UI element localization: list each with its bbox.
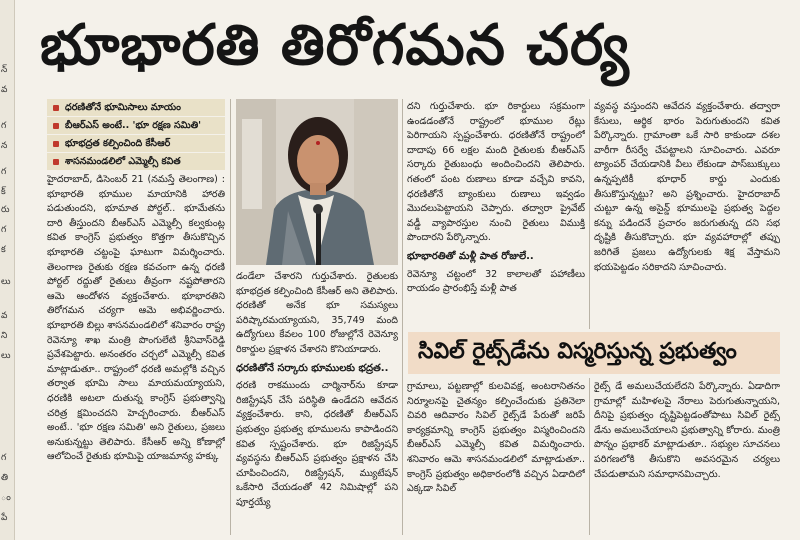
article-paragraph: గ్రామాలు, పట్టణాల్లో కులవివక్ష, అంటరానితనం నిర్మూలనపై చైతన్యం కల్పించేందుకు ప్రతినెలా చివరి ఆదివారం సివిల్ రైట్స్‌డే పేరుతో జరిపే కార్యక్రమాన్ని కాంగ్రెస్ ప్రభుత్వం విస్మరించిందని బీఆర్ఎస్ ఎమ్మెల్సీ కవిత విమర్శించారు. శనివారం ఆమె శాసనమండలిలో మాట్లాడుతూ.. కాంగ్రెస్ ప్రభుత్వం అధికారంలోకి వచ్చిన ఏడాదిలో ఎక్కడా సివిల్ bbox=[407, 381, 585, 495]
article-column-4 bbox=[594, 100, 780, 328]
sidebar-story-column-2 bbox=[594, 380, 780, 535]
adjacent-page-edge bbox=[0, 0, 15, 540]
edge-fragment: పే bbox=[1, 513, 8, 523]
edge-fragment: లు bbox=[1, 351, 11, 361]
article-paragraph: హైదరాబాద్, డిసెంబర్ 21 (నమస్తే తెలంగాణ) : భూభారతి భూముల మాయానికి హారతి పడుతుందని, భూమాత పోర్టల్.. భూమేతను దారి తీస్తుందని బీఆర్ఎస్ ఎమ్మెల్సీ కల్వకుంట్ల కవిత కాంగ్రెస్ ప్రభుత్వం కొత్తగా తీసుకొచ్చిన భూభారతి చట్టంపై ఘాటుగా విమర్శించారు. తెలంగాణ రైతుకు రక్షణ కవచంగా ఉన్న ధరణి పోర్టల్ రద్దుతో రైతులు తీవ్రంగా నష్టపోతారని ఆమె ఆందోళన వ్యక్తంచేశారు. భూభారతిని తిరోగమన చర్యగా ఆమె అభివర్ణించారు. భూభారతి బిల్లు శాసనమండలిలో శనివారం రాష్ట్ర రెవెన్యూ శాఖ మంత్రి పొంగులేటి శ్రీనివాస్‌రెడ్డి ప్రవేశపెట్టారు. అనంతరం చర్చలో ఎమ్మెల్సీ కవిత మాట్లాడుతూ.. రాష్ట్రంలో ధరణి అమల్లోకి వచ్చిన తర్వాత భూమి సాలు మాయమయ్యాయని, ధరణికి అటలా దుతున్న కాంగ్రెస్ ప్రభుత్వాన్ని చరిత్ర క్షమించదని హెచ్చరించారు. బీఆర్ఎస్ అంటే.. 'భూ రక్షణ సమితి' అని రైతులు, ప్రజలు అనుకున్నట్టు తెలిపారు. కేసీఆర్ అన్ని కోణాల్లో ఆలోచించే రైతుకు భూమిపై యాజమాన్య హక్కు bbox=[47, 174, 225, 463]
column-divider bbox=[589, 378, 590, 535]
column-divider bbox=[230, 99, 231, 535]
article-paragraph: ధరణి రాకముందు చార్మినార్‌ను కూడా రిజిస్ట్రేషన్ చేసే పరిస్థితి ఉండేదని ఆవేదన వ్యక్తంచేశారు. కాని, ధరణితో బీఆర్ఎస్ ప్రభుత్వం ప్రభుత్వ భూములను కాపాడిందని కవిత స్పష్టంచేశారు. భూ రిజిస్ట్రేషన్ వ్యవస్థను బీఆర్ఎస్ ప్రభుత్వం ప్రక్షాళన చేసి చూపించిందని, రిజిస్ట్రేషన్, మ్యుటేషన్ ఒకేసారి చేయడంతో 42 నిమిషాల్లో పని పూర్తయ్యే bbox=[236, 380, 398, 508]
edge-fragment: తి bbox=[1, 473, 9, 483]
highlight-item: బీఆర్ఎస్ అంటే.. 'భూ రక్షణ సమితి' bbox=[47, 117, 225, 134]
edge-fragment: ని bbox=[1, 331, 8, 341]
highlight-item: ధరణితోనే భూమిసాలు మాయం bbox=[47, 99, 225, 116]
subheading: భూభారతితో మళ్లీ పాత రోజులే.. bbox=[407, 250, 534, 262]
edge-fragment: న్ bbox=[1, 65, 8, 75]
edge-fragment: గ bbox=[1, 167, 7, 177]
edge-fragment: గ bbox=[1, 225, 7, 235]
sidebar-story-title: సివిల్ రైట్స్‌డేను విస్మరిస్తున్న ప్రభుత్వం bbox=[418, 339, 737, 364]
article-column-3 bbox=[407, 100, 585, 328]
edge-fragment: గ bbox=[1, 121, 7, 131]
subheading: ధరణితోనే సర్కారు భూములకు భద్రత.. bbox=[236, 362, 389, 374]
highlights-box bbox=[47, 99, 225, 171]
headline: భూభారతి తిరోగమన చర్య bbox=[40, 13, 630, 78]
speaker-photo bbox=[236, 99, 398, 265]
edge-fragment: వ bbox=[1, 311, 8, 321]
column-divider bbox=[402, 99, 403, 535]
speaker-photo-graphic bbox=[236, 99, 398, 265]
article-paragraph: వ్యవస్థ వస్తుందని ఆవేదన వ్యక్తంచేశారు. తద్వారా కేసులు, ఆర్థిక భారం పెరుగుతుందని కవిత పేర్కొన్నారు. గ్రామాంతా ఒకే సారి కాకుండా దశల వారీగా రీసర్వే చేపట్టాలని సూచించారు. ఎవరూ ట్యాంపర్ చేయడానికి వీలు లేకుండా పాస్‌బుక్కులు ఉన్నప్పటికీ భూధార్ కార్డు ఎందుకు తీసుకొస్తున్నట్టు? అని ప్రశ్నించారు. హైదరాబాద్ చుట్టూ ఉన్న అసైన్డ్ భూములపై ప్రభుత్వ పెద్దల కన్ను పడిందనే ప్రచారం జరుగుతున్న దని సభ దృష్టికి తీసుకొచ్చారు. భూ వ్యవహారాల్లో తప్పు జరిగితే ప్రజలు ఉద్యోగులకు శిక్ష వేస్తామని భయపెట్టడం సరికాదని సూచించారు. bbox=[594, 101, 780, 273]
column-divider bbox=[589, 99, 590, 329]
article-paragraph: దని గుర్తుచేశారు. భూ రికార్డులు సక్రమంగా ఉండడంతోనే రాష్ట్రంలో భూముల రేట్లు పెరిగాయని స్పష్టంచేశారు. ధరణితోనే రాష్ట్రంలో దాదాపు 66 లక్షల మంది రైతులకు బీఆర్ఎస్ సర్కారు రైతుబంధు అందించిందని తెలిపారు. గతంలో పంట రుణాలు కూడా వచ్చేవి కావని, ధరణితోనే బ్యాంకులు రుణాలు ఇవ్వడం మొదలుపెట్టాయని చెప్పారు. తద్వారా ప్రైవేట్ వడ్డీ వ్యాపారస్తుల నుంచి రైతులు విముక్తి పొందారని పేర్కొన్నారు. bbox=[407, 101, 585, 244]
article-column-1 bbox=[47, 173, 225, 535]
edge-fragment: వ bbox=[1, 85, 8, 95]
edge-fragment: క bbox=[1, 245, 6, 255]
article-paragraph: రెవెన్యూ చట్టంలో 32 కాలాలతో పహాణీలు రాయడం ప్రారంభిస్తే మళ్లీ పాత bbox=[407, 268, 585, 295]
article-column-2 bbox=[236, 270, 398, 535]
article-paragraph: డండేలా చేశారని గుర్తుచేశారు. రైతులకు భూభద్రత కల్పించింది కేసీఆర్ అని తెలిపారు. ధరణితో అనేక భూ సమస్యలు పరిష్కారమయ్యాయని, 35,749 మంది ఉద్యోగులు కేవలం 100 రోజుల్లోనే రెవెన్యూ రికార్డుల ప్రక్షాళన చేశారని కొనియాడారు. bbox=[236, 271, 398, 355]
article-paragraph: రైట్స్ డే అమలుచేయలేదని పేర్కొన్నారు. ఏడాదిగా గ్రామాల్లో మహిళలపై నేరాలు పెరుగుతున్నాయని, దీనిపై ప్రభుత్వం దృష్టిపెట్టడంతోపాటు సివిల్ రైట్స్ డేను అమలుచేయాలని ప్రభుత్వాన్ని కోరారు. మంత్రి పొన్నం ప్రభాకర్ మాట్లాడుతూ.. సభ్యుల సూచనలు పరిగణలోకి తీసుకొని అవసరమైన చర్యలు చేపడుతామని సమాధానమిచ్చారు. bbox=[594, 381, 780, 480]
edge-fragment: న bbox=[1, 141, 8, 151]
highlight-item: భూభద్రత కల్పించింది కేసీఆర్ bbox=[47, 135, 225, 152]
edge-fragment: గ bbox=[1, 453, 7, 463]
edge-fragment: ం bbox=[1, 493, 11, 503]
edge-fragment: క్ bbox=[1, 187, 6, 197]
highlight-item: శాసనమండలిలో ఎమ్మెల్సీ కవిత bbox=[47, 153, 225, 170]
sidebar-story-column-1 bbox=[407, 380, 585, 535]
edge-fragment: లు bbox=[1, 277, 11, 287]
edge-fragment: రు bbox=[1, 205, 10, 215]
